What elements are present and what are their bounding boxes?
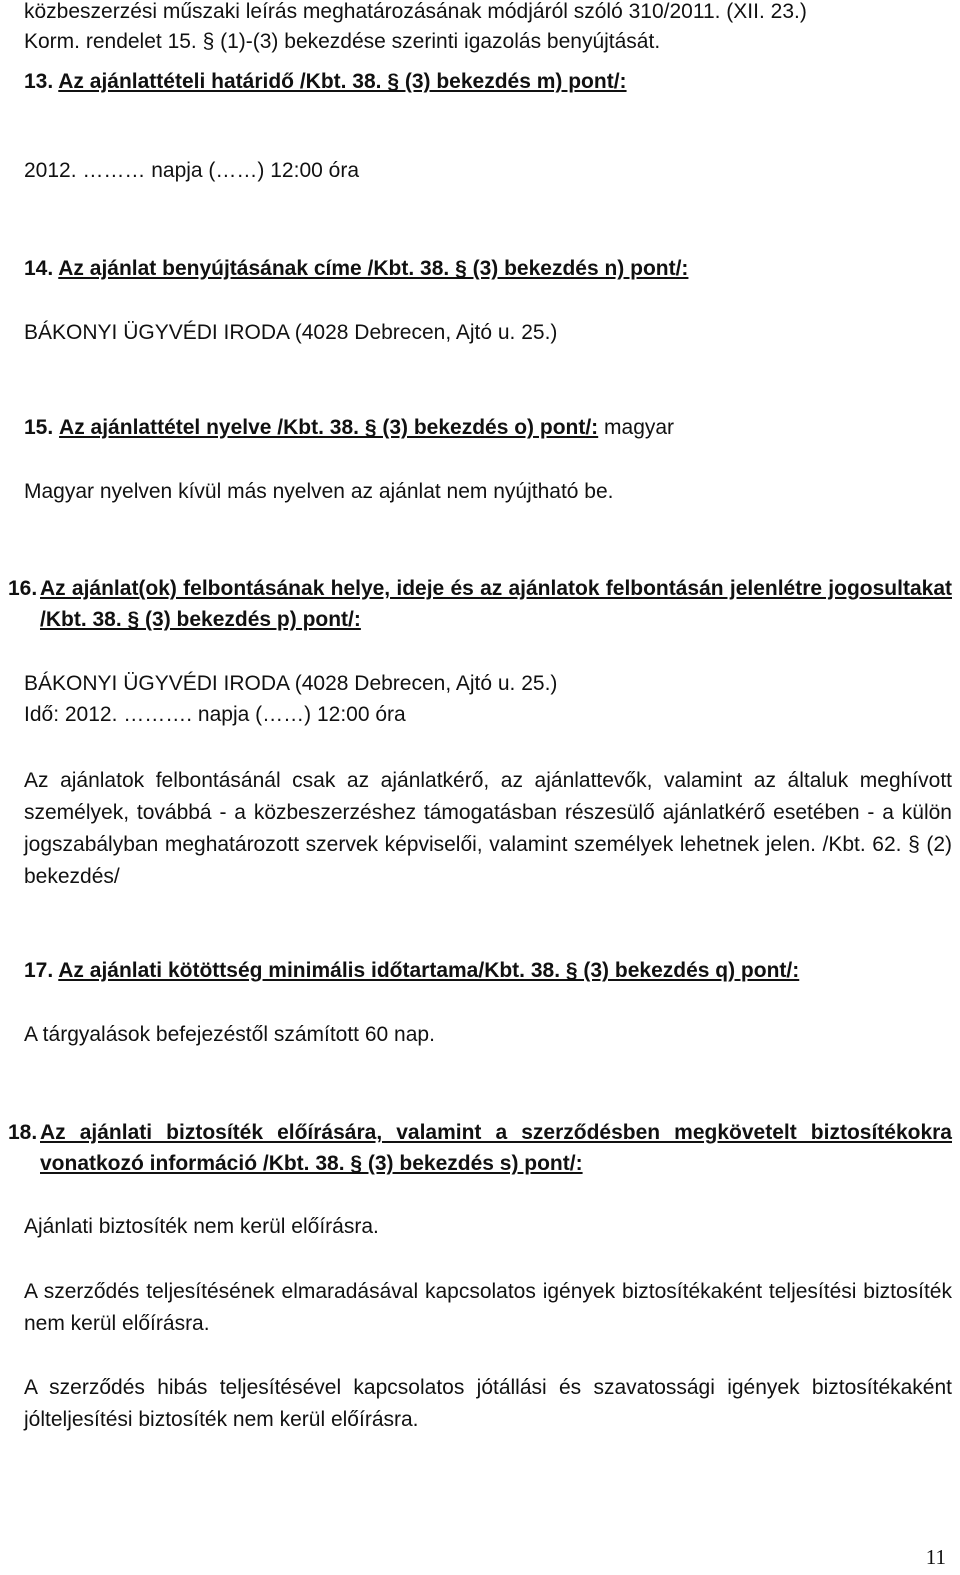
section-18-number: 18. [8,1121,38,1144]
section-17-heading [24,958,799,984]
section-15-heading [24,415,674,441]
section-18-title: Az ajánlati biztosíték előírására, valamint a szerződésben megkövetelt biztosítékokra vonatkozó információ /Kbt. 38. § (3) bekezdés s) pont/: [40,1121,952,1175]
section-14-title: Az ajánlat benyújtásának címe /Kbt. 38. § (3) bekezdés n) pont/: [58,257,689,280]
section-16-title: Az ajánlat(ok) felbontásának helye, ideje és az ajánlatok felbontásán jelenlétre jogosultakat /Kbt. 38. § (3) bekezdés p) pont/: [40,577,952,631]
page-number: 11 [925,1545,946,1569]
section-16-paragraph: Az ajánlatok felbontásánál csak az ajánlatkérő, az ajánlattevők, valamint az általuk meghívott személyek, továbbá - a közbeszerzéshez támogatásban részesülő ajánlatkérő esetében - a külön jogszabályban meghatározott szervek képviselői, valamint személyek lehetnek jelen. /Kbt. 62. § (2) bekezdés/ [24,769,952,888]
section-14-number: 14. [24,257,54,280]
intro-paragraph [24,0,952,57]
section-14-heading [24,256,688,282]
intro-line-2: Korm. rendelet 15. § (1)-(3) bekezdése szerinti igazolás benyújtását. [24,30,661,53]
section-14-value: BÁKONYI ÜGYVÉDI IRODA (4028 Debrecen, Ajtó u. 25.) [24,321,558,344]
section-17-value: A tárgyalások befejezéstől számított 60 nap. [24,1023,435,1046]
section-17-title: Az ajánlati kötöttség minimális időtartama/Kbt. 38. § (3) bekezdés q) pont/: [58,959,800,982]
section-13-number: 13. [24,70,54,93]
section-13-value: 2012. ……… napja (……) 12:00 óra [24,159,359,182]
section-16-place: BÁKONYI ÜGYVÉDI IRODA (4028 Debrecen, Ajtó u. 25.) [24,672,558,695]
section-18-paragraph-2: A szerződés teljesítésének elmaradásával kapcsolatos igények biztosítékaként teljesítési biztosíték nem kerül előírásra. [24,1280,952,1335]
section-16-heading [8,573,952,635]
section-18-paragraph-3: A szerződés hibás teljesítésével kapcsolatos jótállási és szavatossági igények biztosítékaként jólteljesítési biztosíték nem kerül előírásra. [24,1376,952,1431]
section-18-heading [8,1117,952,1179]
intro-line-1: közbeszerzési műszaki leírás meghatározásának módjáról szóló 310/2011. (XII. 23.) [24,0,807,23]
section-15-title: Az ajánlattétel nyelve /Kbt. 38. § (3) bekezdés o) pont/: [59,416,599,439]
section-15-note: Magyar nyelven kívül más nyelven az ajánlat nem nyújtható be. [24,480,614,503]
section-13-heading [24,69,627,95]
section-13-title: Az ajánlattételi határidő /Kbt. 38. § (3) bekezdés m) pont/: [58,70,627,93]
section-16-time: Idő: 2012. ………. napja (……) 12:00 óra [24,703,406,726]
section-16-number: 16. [8,577,38,600]
section-18-paragraph-1: Ajánlati biztosíték nem kerül előírásra. [24,1215,379,1238]
section-15-inline-value: magyar [598,416,675,439]
section-17-number: 17. [24,959,54,982]
section-15-number: 15. [24,416,54,439]
